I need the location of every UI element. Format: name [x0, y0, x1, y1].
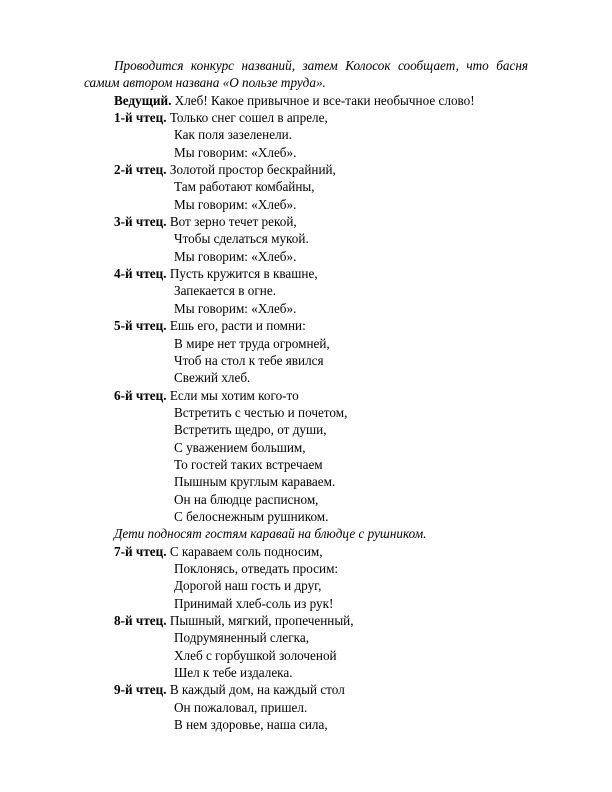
line-text: Хлеб! Какое привычное и все-таки необычное слово!: [174, 92, 475, 108]
verse-line: Мы говорим: «Хлеб».: [174, 248, 297, 264]
line-text: Вот зерно течет рекой,: [169, 214, 297, 230]
speaker-label: 5-й чтец.: [114, 318, 167, 334]
reader-line: [84, 213, 528, 230]
speaker-label: 7-й чтец.: [114, 543, 167, 559]
speaker-label: 1-й чтец.: [114, 110, 167, 126]
reader-line: [84, 543, 528, 560]
speaker-label: 8-й чтец.: [114, 613, 167, 628]
verse-line: Встретить щедро, от души,: [174, 422, 327, 438]
reader-line: [84, 612, 528, 629]
reader-line: [84, 265, 528, 282]
reader-line: [84, 681, 528, 698]
reader-line: [84, 317, 528, 334]
line-text: Золотой простор бескрайний,: [169, 162, 336, 178]
verse-line: Он на блюдце расписном,: [174, 491, 319, 507]
verse-line: Мы говорим: «Хлеб».: [174, 196, 297, 212]
verse-line: Как поля зазеленели.: [174, 127, 293, 143]
reader-line: [84, 161, 528, 178]
line-text: В каждый дом, на каждый стол: [169, 682, 345, 698]
host-line: [84, 92, 528, 109]
verse-line: Запекается в огне.: [174, 283, 276, 299]
verse-line: Дорогой наш гость и друг,: [174, 578, 322, 594]
speaker-label: 9-й чтец.: [114, 682, 167, 698]
verse-line: Чтобы сделаться мукой.: [174, 231, 309, 247]
verse-line: Он пожаловал, пришел.: [174, 699, 308, 715]
verse-line: В мире нет труда огромней,: [174, 335, 330, 351]
verse-line: Подрумяненный слегка,: [174, 630, 309, 646]
verse-line: С уважением большим,: [174, 439, 306, 455]
readers-block: [84, 109, 528, 525]
verse-line: Шел к тебе издалека.: [174, 665, 293, 681]
speaker-label: 6-й чтец.: [114, 387, 167, 403]
line-text: Если мы хотим кого-то: [169, 387, 299, 403]
line-text: Ешь его, расти и помни:: [169, 318, 306, 334]
speaker-label: 2-й чтец.: [114, 162, 167, 178]
speaker-label: Ведущий.: [114, 92, 172, 108]
line-text: Только снег сошел в апреле,: [169, 110, 328, 126]
document-content: [84, 57, 528, 733]
verse-line: Чтоб на стол к тебе явился: [174, 352, 324, 368]
verse-line: С белоснежным рушником.: [174, 508, 329, 524]
reader-line: [84, 109, 528, 126]
readers-block-2: [84, 543, 528, 734]
verse-line: В нем здоровье, наша сила,: [174, 717, 328, 733]
verse-line: Свежий хлеб.: [174, 370, 251, 386]
verse-line: Хлеб с горбушкой золоченой: [174, 647, 337, 663]
reader-line: [84, 387, 528, 404]
line-text: Пышный, мягкий, пропеченный,: [169, 613, 354, 628]
line-text: С караваем соль подносим,: [169, 543, 323, 559]
verse-line: Встретить с честью и почетом,: [174, 404, 348, 420]
speaker-label: 4-й чтец.: [114, 266, 167, 282]
verse-line: Мы говорим: «Хлеб».: [174, 144, 297, 160]
verse-line: Пышным круглым караваем.: [174, 474, 336, 490]
verse-line: Мы говорим: «Хлеб».: [174, 300, 297, 316]
verse-line: Принимай хлеб-соль из рук!: [174, 595, 334, 611]
verse-line: Там работают комбайны,: [174, 179, 315, 195]
intro-stage-direction: Проводится конкурс названий, затем Колосок сообщает, что басня самим автором названа «О пользе труда».: [84, 58, 528, 91]
stage-direction: Дети подносят гостям каравай на блюдце с рушником.: [114, 526, 427, 542]
verse-line: То гостей таких встречаем: [174, 456, 323, 472]
verse-line: Поклонясь, отведать просим:: [174, 560, 339, 576]
speaker-label: 3-й чтец.: [114, 214, 167, 230]
line-text: Пусть кружится в квашне,: [169, 266, 318, 282]
